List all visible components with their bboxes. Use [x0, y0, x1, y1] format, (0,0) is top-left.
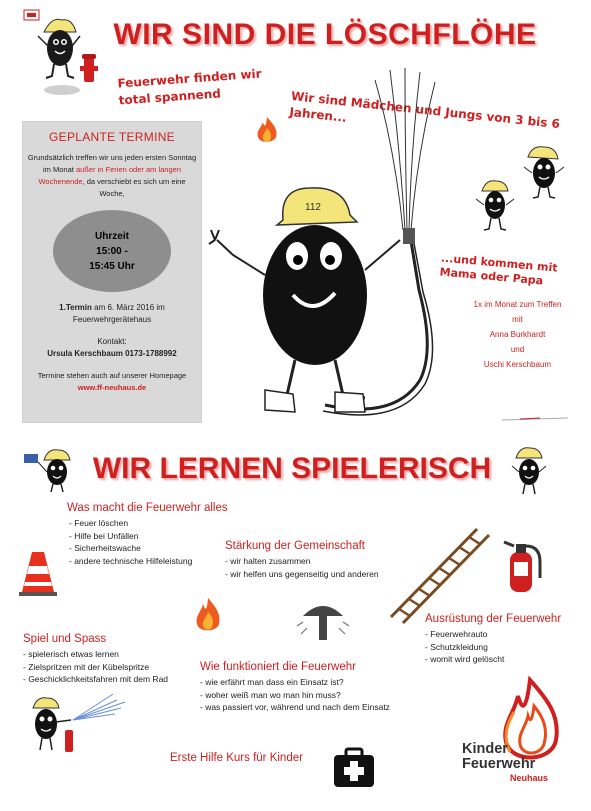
- list-item: - Feuerwehrauto: [425, 629, 488, 639]
- treffen-line-3: Anna Burkhardt: [489, 330, 546, 339]
- page-title: WIR SIND DIE LÖSCHFLÖHE: [113, 18, 537, 51]
- time-end: 15:45 Uhr: [89, 260, 135, 272]
- section-wie: [200, 661, 390, 714]
- flea-mascot-right-2: [510, 444, 550, 499]
- flea-mascot-main: [205, 60, 455, 430]
- first-date-text: am 6. März 2016 im Feuerwehrgerätehaus: [72, 303, 165, 324]
- list-item: - Feuer löschen: [69, 518, 129, 528]
- contact-label: Kontakt:: [97, 337, 127, 346]
- list-item: - wir halten zusammen: [225, 556, 311, 566]
- flea-mascot-bottom-left: [25, 690, 135, 772]
- treffen-info: [455, 297, 580, 372]
- flea-mascot-top-left: [22, 6, 104, 102]
- homepage-note: Termine stehen auch auf unserer Homepage: [37, 371, 187, 380]
- section-ausruestung: [425, 613, 561, 666]
- list-item: - Hilfe bei Unfällen: [69, 530, 139, 541]
- logo-subtitle: Neuhaus: [510, 773, 549, 783]
- time-label: Uhrzeit: [95, 230, 129, 242]
- traffic-cone-icon: [18, 548, 58, 598]
- list-item: - wir helfen uns gegenseitig und anderen: [225, 568, 379, 579]
- termine-title: GEPLANTE TERMINE: [49, 130, 175, 144]
- list-item: - womit wird gelöscht: [425, 654, 505, 664]
- homepage-link[interactable]: www.ff-neuhaus.de: [77, 383, 147, 392]
- first-date: [23, 302, 201, 326]
- tagline-left: Feuerwehr finden wir total spannend: [117, 66, 263, 108]
- list-item: - Sicherheitswache: [69, 543, 141, 553]
- flea-mascot-left-2: [20, 440, 80, 495]
- list-item: - spielerisch etwas lernen: [23, 649, 119, 659]
- list-item: - andere technische Hilfeleistung: [69, 555, 193, 566]
- termine-panel: [22, 121, 202, 423]
- siren-icon: [293, 598, 353, 646]
- treffen-line-4: und: [510, 345, 525, 354]
- section-wie-title: Wie funktioniert die Feuerwehr: [200, 661, 356, 673]
- tagline-right: Wir sind Mädchen und Jungs von 3 bis 6 Jahren...: [288, 88, 561, 132]
- first-date-label: 1.Termin: [59, 303, 92, 312]
- helmet-number: 112: [305, 202, 321, 213]
- termine-intro-text: Grundsätzlich treffen wir uns jeden ersten Sonntag im Monat: [27, 153, 197, 174]
- section-was: [67, 502, 228, 567]
- list-item: - Schutzkleidung: [425, 641, 488, 652]
- termine-footer: [23, 370, 201, 394]
- section-staerkung: [225, 540, 379, 580]
- treffen-line-2: mit: [512, 315, 523, 324]
- time-ellipse: [53, 210, 171, 292]
- list-item: - woher weiß man wo man hin muss?: [200, 689, 341, 700]
- fire-extinguisher-icon: [496, 538, 546, 596]
- divider-graphic: [500, 414, 570, 424]
- flame-icon-2: [193, 597, 223, 635]
- time-start: 15:00 -: [96, 245, 128, 257]
- logo-text: [462, 742, 582, 772]
- list-item: - Zielspritzen mit der Kübelspritze: [23, 661, 150, 672]
- section-staerkung-title: Stärkung der Gemeinschaft: [225, 540, 365, 552]
- contact-person: Ursula Kerschbaum 0173-1788992: [47, 349, 177, 358]
- ladder-icon: [385, 525, 495, 625]
- termine-intro-text-end: , da verschiebt es sich um eine Woche,: [82, 177, 186, 198]
- first-aid-kit-icon: [332, 745, 376, 789]
- termine-intro-highlight: außer in Ferien oder am langen Wochenende: [38, 165, 181, 186]
- section-was-title: Was macht die Feuerwehr alles: [67, 502, 228, 514]
- section-spiel: [23, 633, 168, 686]
- list-item: - was passiert vor, während und nach dem Einsatz: [200, 702, 390, 712]
- logo-line-1: Kinder: [462, 741, 508, 757]
- logo-line-2: Feuerwehr: [462, 756, 536, 772]
- treffen-line-5: Uschi Kerschbaum: [483, 360, 552, 369]
- flea-mascots-right: [470, 145, 580, 240]
- contact: [23, 336, 201, 360]
- section-spiel-title: Spiel und Spass: [23, 633, 107, 645]
- section-title-lernen: WIR LERNEN SPIELERISCH: [92, 452, 492, 485]
- tagline-parents: ...und kommen mit Mama oder Papa: [439, 251, 559, 288]
- termine-intro: [27, 152, 197, 200]
- list-item: - Geschicklichkeitsfahren mit dem Rad: [23, 674, 169, 684]
- list-item: - wie erfährt man dass ein Einsatz ist?: [200, 677, 344, 687]
- treffen-line-1: 1x im Monat zum Treffen: [473, 300, 562, 309]
- erste-hilfe-title: Erste Hilfe Kurs für Kinder: [170, 752, 303, 764]
- section-ausruestung-title: Ausrüstung der Feuerwehr: [425, 613, 562, 625]
